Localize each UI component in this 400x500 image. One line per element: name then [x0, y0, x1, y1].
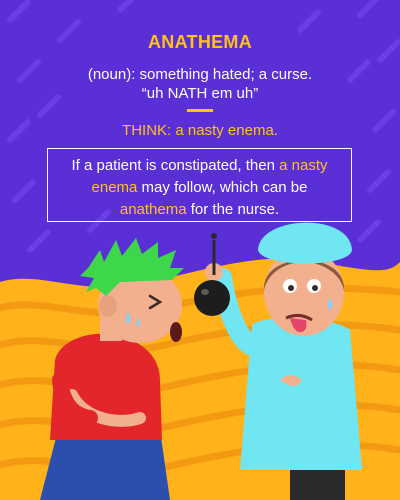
example-part4: for the nurse.	[186, 201, 280, 218]
think-line	[0, 122, 400, 139]
example-sentence	[47, 155, 352, 221]
pronunciation: “uh NATH em uh”	[141, 85, 259, 102]
example-highlight-enema: enema	[91, 179, 138, 196]
example-part3: may follow, which can be	[137, 179, 308, 196]
divider	[187, 109, 213, 112]
example-highlight-nasty: a nasty	[279, 157, 328, 174]
example-part1: If a patient is constipated, then	[71, 157, 280, 174]
think-label: THINK:	[122, 122, 172, 139]
text-panel	[0, 0, 400, 230]
definition: (noun): something hated; a curse.	[87, 66, 313, 83]
word-title: ANATHEMA	[147, 32, 253, 52]
think-phrase: a nasty enema.	[175, 122, 278, 139]
example-highlight-anathema: anathema	[119, 201, 187, 218]
